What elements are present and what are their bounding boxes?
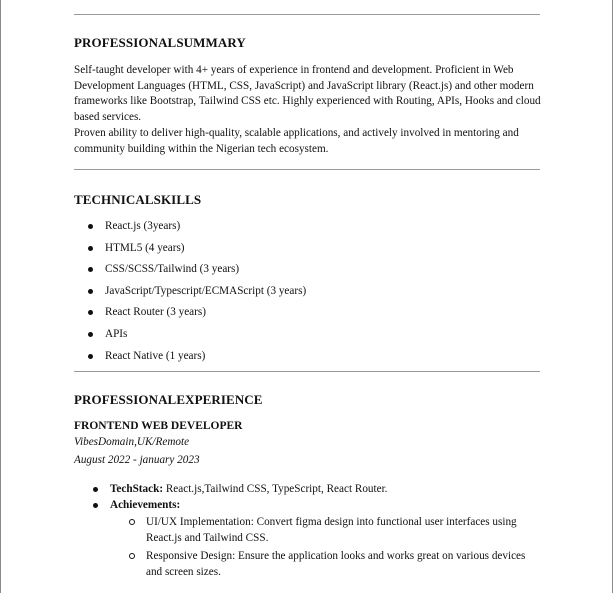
summary-text bbox=[74, 63, 544, 157]
bullet-icon bbox=[88, 332, 93, 337]
list-item: CSS/SCSS/Tailwind (3 years) bbox=[86, 261, 306, 283]
list-item: JavaScript/Typescript/ECMAScript (3 years) bbox=[86, 283, 306, 305]
list-item: HTML5 (4 years) bbox=[86, 240, 306, 262]
bullet-icon bbox=[88, 289, 93, 294]
achievements-label: Achievements: bbox=[110, 499, 181, 511]
list-item: UI/UX Implementation: Convert figma design into functional user interfaces using React.js and Tailwind CSS. bbox=[128, 514, 542, 546]
list-item: React Native (1 years) bbox=[86, 348, 306, 370]
skills-heading: TECHNICALSKILLS bbox=[74, 192, 202, 207]
bullet-icon bbox=[88, 246, 93, 251]
circle-bullet-icon bbox=[129, 519, 135, 525]
divider-summary bbox=[74, 169, 540, 170]
job-details-list bbox=[92, 481, 542, 582]
summary-paragraph-1: Self-taught developer with 4+ years of experience in frontend and development. Proficient in Web Development Languages (HTML, CSS, JavaScript) and JavaScript library (React.js) and other modern frameworks like Bootstrap, Tailwind CSS etc. Highly experienced with Routing, APIs, Hooks and cloud based services. bbox=[74, 64, 541, 124]
bullet-icon bbox=[93, 503, 98, 508]
bullet-icon bbox=[88, 267, 93, 272]
techstack-label: TechStack: bbox=[110, 483, 164, 495]
summary-paragraph-2: Proven ability to deliver high-quality, scalable applications, and actively involved in mentoring and community building within the Nigerian tech ecosystem. bbox=[74, 126, 519, 155]
divider-top bbox=[74, 14, 540, 15]
techstack-value: React.js,Tailwind CSS, TypeScript, React Router. bbox=[163, 483, 388, 495]
job-dates: August 2022 - january 2023 bbox=[74, 454, 200, 466]
bullet-icon bbox=[88, 354, 93, 359]
bullet-icon bbox=[93, 487, 98, 492]
experience-heading: PROFESSIONALEXPERIENCE bbox=[74, 392, 263, 407]
list-item: React Router (3 years) bbox=[86, 304, 306, 326]
list-item: Responsive Design: Ensure the application looks and works great on various devices and screen sizes. bbox=[128, 548, 542, 580]
achievements-list bbox=[110, 514, 542, 580]
list-item: APIs bbox=[86, 326, 306, 348]
divider-skills bbox=[74, 371, 540, 372]
list-item-achievements bbox=[92, 497, 542, 580]
circle-bullet-icon bbox=[129, 553, 135, 559]
summary-heading: PROFESSIONALSUMMARY bbox=[74, 35, 246, 50]
bullet-icon bbox=[88, 310, 93, 315]
job-title: FRONTEND WEB DEVELOPER bbox=[74, 420, 243, 432]
bullet-icon bbox=[88, 224, 93, 229]
list-item-techstack bbox=[92, 481, 542, 497]
skills-list bbox=[86, 218, 306, 369]
job-company: VibesDomain,UK/Remote bbox=[74, 436, 190, 448]
list-item: React.js (3years) bbox=[86, 218, 306, 240]
